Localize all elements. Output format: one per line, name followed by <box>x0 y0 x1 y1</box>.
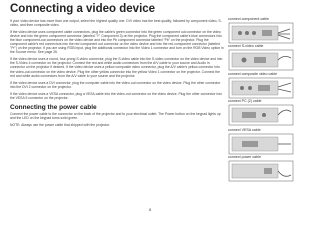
s-video-cable-diagram <box>228 44 294 72</box>
paragraph: If the video device uses a DVI connector, plug the computer cable into the video-out connector on the video device. Plug the other connector into the DVI 2 connector on the projector. <box>10 80 221 89</box>
diagram-caption: connect composite video cable <box>228 72 278 76</box>
vesa-cable-illustration <box>228 132 294 156</box>
composite-cable-illustration <box>228 76 294 100</box>
paragraph: Connect the power cable to the connector on the back of the projector and to your electrical outlet. The Power button on the keypad lights up and the LED on the keypad turns solid green. <box>10 111 221 120</box>
s-video-cable-illustration <box>228 48 294 72</box>
component-cable-diagram <box>228 17 294 45</box>
diagram-caption: connect power cable <box>228 155 261 159</box>
diagram-caption: connect PC (2) cable <box>228 99 262 103</box>
note: NOTE: Always use the power cable that shipped with the projector. <box>10 122 111 127</box>
pc-cable-diagram <box>228 99 294 127</box>
diagram-caption: connect VESA cable <box>228 128 261 132</box>
paragraph: If your video device has more than one output, select the highest quality one. DVI video has the best quality, followed by component video, S-video, and then composite video. <box>10 19 222 28</box>
page-number: 8 <box>149 207 152 212</box>
body-text <box>10 19 225 130</box>
diagram-caption: connect S-video cable <box>228 44 264 48</box>
component-cable-illustration <box>228 21 294 45</box>
power-cable-illustration <box>228 159 294 183</box>
section-heading: Connecting the power cable <box>10 103 97 111</box>
paragraph: If the video device uses a round, four-prong S-video connector, plug the S-video cable into the S-video connector on the video device and into the S-Video 4 connector on the projector. Connect the red and white audio connectors from the A/V cable to your source and Audio In connector on the projector if desired. If the video device uses a yellow composite video connector, plug the A/V cable's yellow connector into the video-out connector on the video device. Plug the other yellow connector into the yellow Video 1 connector on the projector. Connect the red and white audio connectors from the A/V cable to your source and the projector. <box>10 57 223 78</box>
composite-cable-diagram <box>228 72 294 100</box>
diagram-caption: connect component cable <box>228 17 269 21</box>
power-cable-diagram <box>228 155 294 183</box>
paragraph: If the video device uses component cable connectors, plug the cable's green connector into the green component out connector on the video device and into the green component connector (labeled "Y" Component 3) on the projector. Plug the component cable's blue connectors into the blue component-out connectors on the video device and into the Pb component connector labeled "Pb" on the projector. Plug the component cable's red connectors into the red component out connector on the video device and into the red component connector (labeled "Pr") on the projector. If you are using RGB input, plug the additional connector into the Video 1 connector and turn on the RGB Video option in the Source menu. See page 26. <box>10 30 224 55</box>
page-title: Connecting a video device <box>10 3 156 15</box>
pc-cable-illustration <box>228 103 294 127</box>
vesa-cable-diagram <box>228 128 294 156</box>
paragraph: If the video device uses a VESA connector, plug a VESA cable into the video-out connector on the video device. Plug the other connector into the VESA 5 connector on the projector. <box>10 91 222 100</box>
